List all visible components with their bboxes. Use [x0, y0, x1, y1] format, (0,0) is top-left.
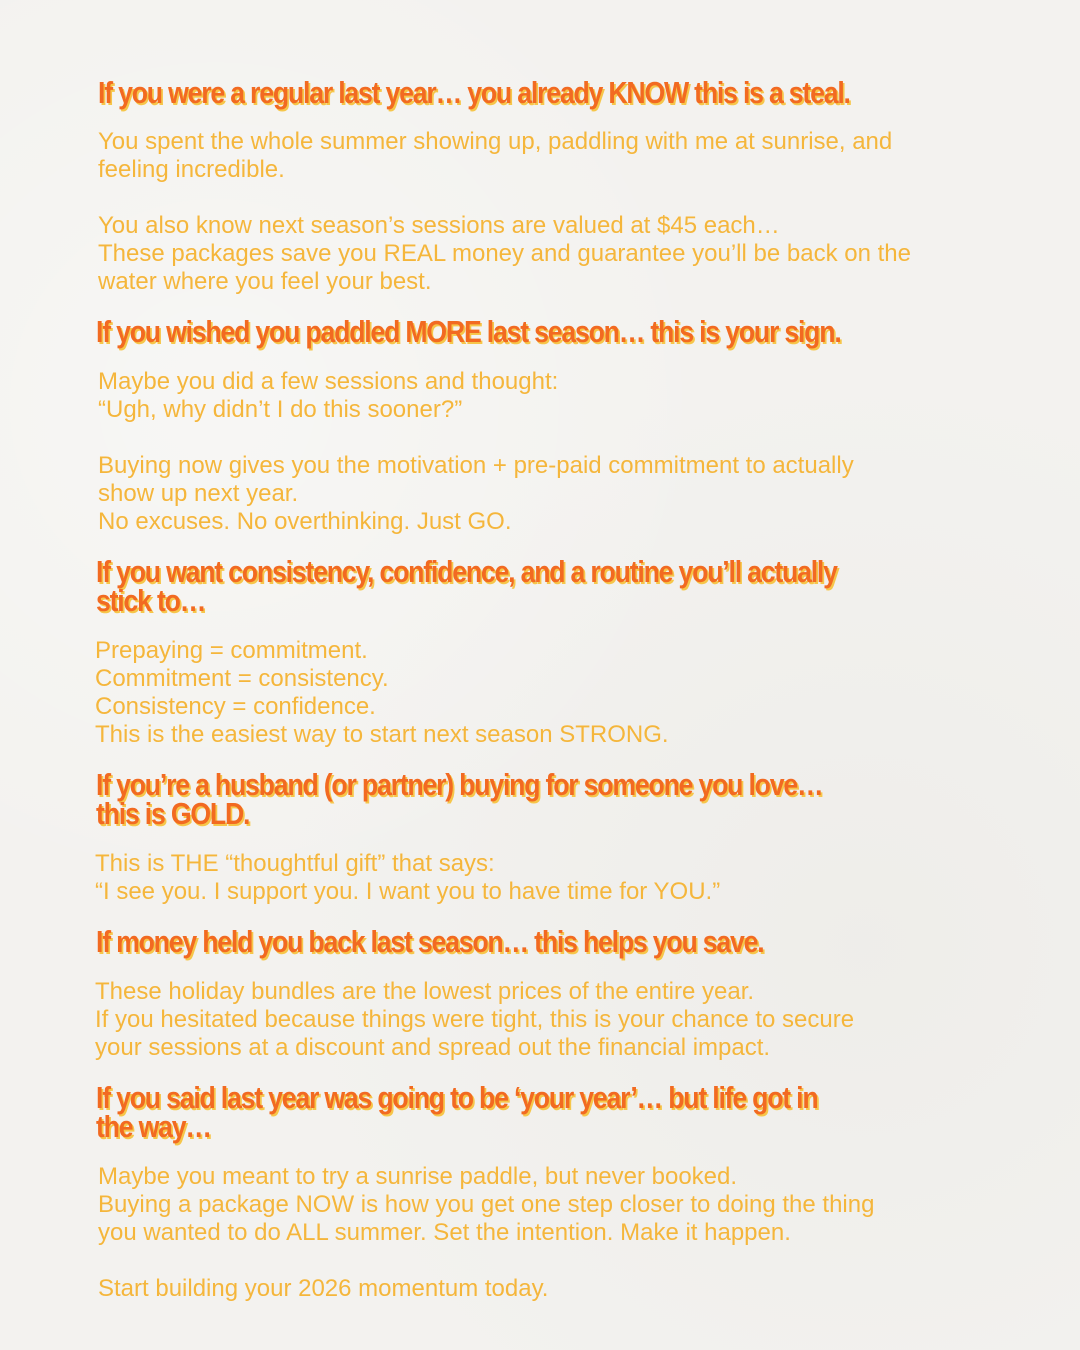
heading-line: stick to…: [96, 583, 206, 618]
body-line: Buying now gives you the motivation + pre-paid commitment to actually: [98, 452, 854, 479]
heading-line: If you want consistency, confidence, and a routine you’ll actually: [96, 554, 837, 589]
body-line: No excuses. No overthinking. Just GO.: [98, 508, 512, 535]
body-line: your sessions at a discount and spread out the financial impact.: [95, 1034, 771, 1061]
body-line: Maybe you did a few sessions and thought:: [98, 368, 559, 395]
body-line: These holiday bundles are the lowest prices of the entire year.: [95, 978, 755, 1005]
body-line: Consistency = confidence.: [95, 693, 376, 720]
body-line: You spent the whole summer showing up, paddling with me at sunrise, and: [98, 128, 893, 155]
body-line: “Ugh, why didn’t I do this sooner?”: [98, 396, 463, 423]
body-line: If you hesitated because things were tight, this is your chance to secure: [95, 1006, 855, 1033]
section-heading-regular: If you were a regular last year… you already KNOW this is a steal.: [98, 75, 850, 110]
section-body-money: [95, 978, 854, 1062]
body-line: Commitment = consistency.: [95, 665, 389, 692]
section-body-regular: [98, 128, 911, 296]
section-heading-paddle-more: If you wished you paddled MORE last season… this is your sign.: [96, 314, 841, 349]
body-line: This is THE “thoughtful gift” that says:: [95, 850, 495, 877]
body-line: show up next year.: [98, 480, 299, 507]
section-body-your-year: [98, 1163, 874, 1303]
body-line: These packages save you REAL money and guarantee you’ll be back on the: [98, 240, 911, 267]
body-line: feeling incredible.: [98, 156, 285, 183]
section-heading-money: If money held you back last season… this helps you save.: [96, 924, 764, 959]
heading-line: If you’re a husband (or partner) buying for someone you love…: [96, 767, 823, 802]
body-line: Prepaying = commitment.: [95, 637, 368, 664]
body-line: This is the easiest way to start next season STRONG.: [95, 721, 669, 748]
section-heading-your-year: [96, 1080, 818, 1144]
section-body-paddle-more: [98, 368, 854, 536]
section-heading-partner: [96, 767, 823, 831]
closing-line: Start building your 2026 momentum today.: [98, 1275, 549, 1302]
body-line: Buying a package NOW is how you get one step closer to doing the thing: [98, 1191, 875, 1218]
section-heading-consistency: [96, 554, 837, 618]
body-line: You also know next season’s sessions are valued at $45 each…: [98, 212, 780, 239]
body-line: “I see you. I support you. I want you to have time for YOU.”: [95, 878, 721, 905]
body-line: you wanted to do ALL summer. Set the intention. Make it happen.: [98, 1219, 791, 1246]
body-line: Maybe you meant to try a sunrise paddle, but never booked.: [98, 1163, 738, 1190]
section-body-consistency: [95, 637, 669, 749]
section-body-partner: [95, 850, 720, 906]
body-line: water where you feel your best.: [98, 268, 432, 295]
heading-line: this is GOLD.: [96, 796, 250, 831]
heading-line: the way…: [96, 1109, 211, 1144]
heading-line: If you said last year was going to be ‘your year’… but life got in: [96, 1080, 818, 1115]
